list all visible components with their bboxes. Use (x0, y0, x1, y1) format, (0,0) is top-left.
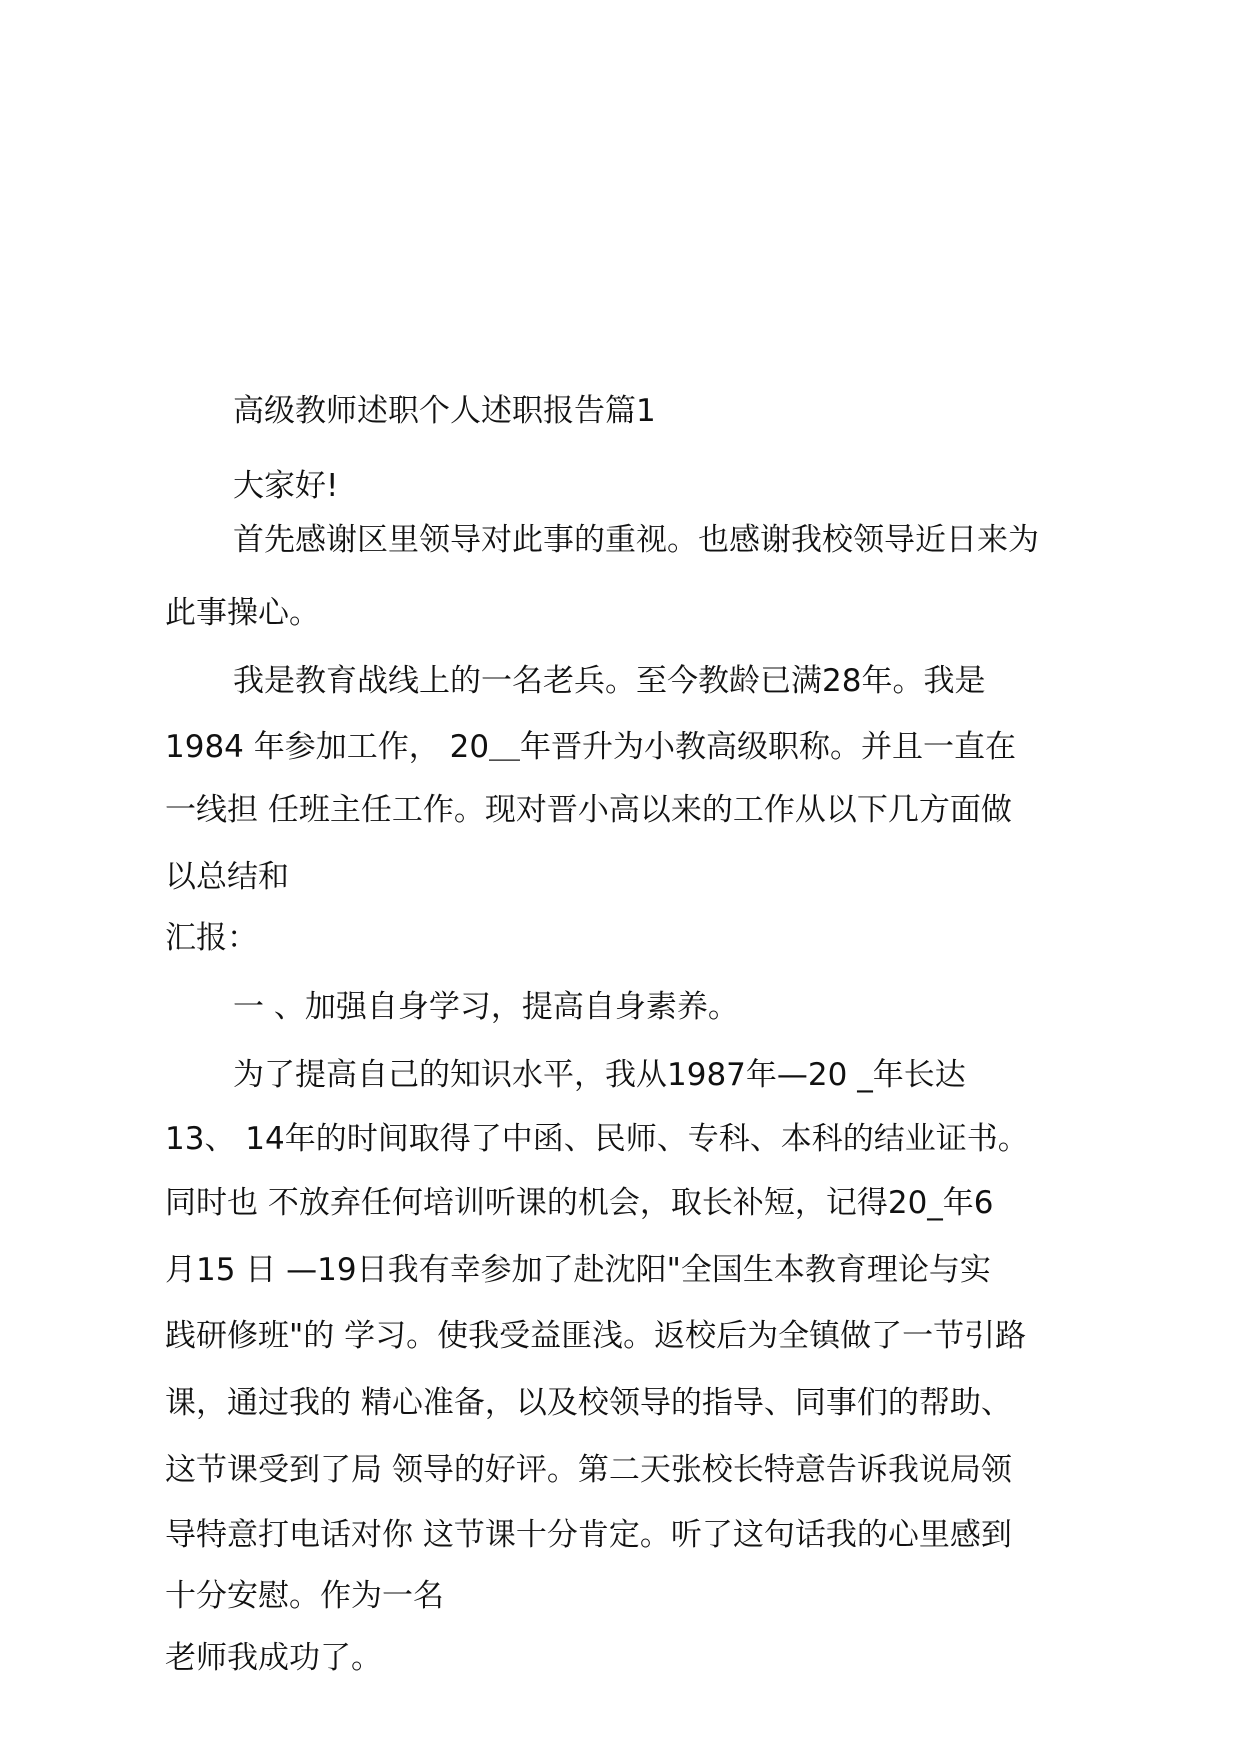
body-line: 同时也 不放弃任何培训听课的机会，取长补短，记得20_年6 (165, 1185, 994, 1221)
body-line: 首先感谢区里领导对此事的重视。也感谢我校领导近日来为 (233, 522, 1039, 558)
section-heading: 一 、加强自身学习，提高自身素养。 (233, 989, 739, 1025)
body-line: 课，通过我的 精心准备，以及校领导的指导、同事们的帮助、 (165, 1385, 1012, 1421)
body-line: 十分安慰。作为一名 (165, 1578, 444, 1614)
body-line: 老师我成功了。 (165, 1640, 382, 1676)
body-line: 一线担 任班主任工作。现对晋小高以来的工作从以下几方面做 (165, 792, 1012, 828)
document-title: 高级教师述职个人述职报告篇1 (233, 393, 656, 429)
body-line: 这节课受到了局 领导的好评。第二天张校长特意告诉我说局领 (165, 1452, 1012, 1488)
body-line: 此事操心。 (165, 595, 320, 631)
body-line: 月15 日 —19日我有幸参加了赴沈阳"全国生本教育理论与实 (165, 1252, 991, 1288)
greeting-line: 大家好! (233, 468, 339, 504)
body-line: 导特意打电话对你 这节课十分肯定。听了这句话我的心里感到 (165, 1517, 1012, 1553)
body-line: 践研修班"的 学习。使我受益匪浅。返校后为全镇做了一节引路 (165, 1318, 1027, 1354)
body-line: 1984 年参加工作， 20＿年晋升为小教高级职称。并且一直在 (165, 729, 1017, 765)
body-line: 以总结和 (165, 859, 289, 895)
body-line: 汇报： (165, 920, 258, 956)
body-line: 13、 14年的时间取得了中函、民师、专科、本科的结业证书。 (165, 1121, 1029, 1157)
body-line: 我是教育战线上的一名老兵。至今教龄已满28年。我是 (233, 663, 986, 699)
body-line: 为了提高自己的知识水平，我从1987年—20 _年长达 (233, 1057, 966, 1093)
